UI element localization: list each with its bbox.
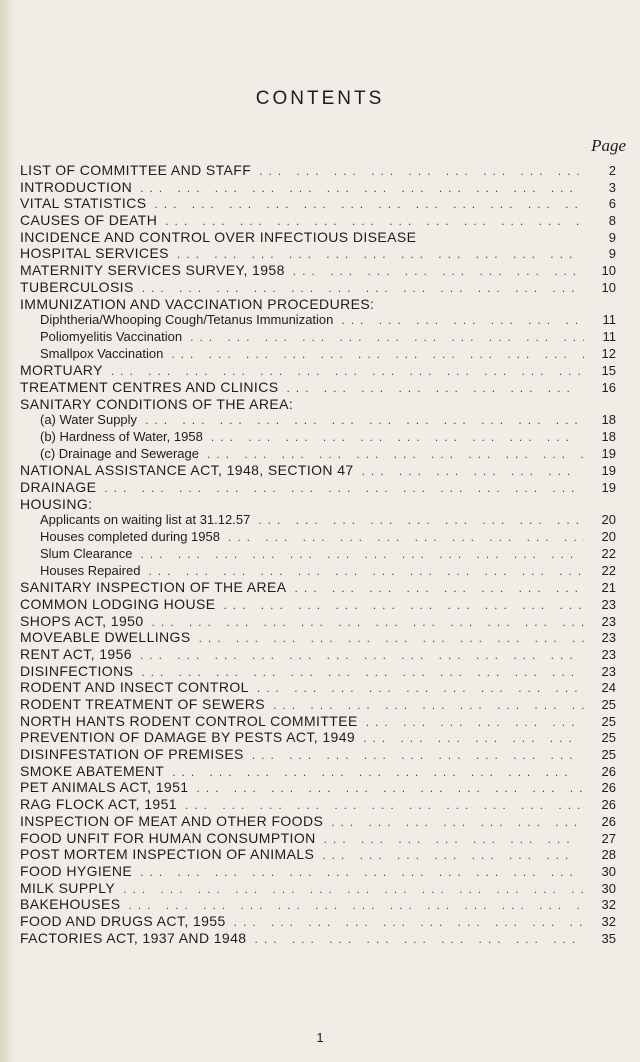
- dot-leader: [295, 581, 584, 595]
- toc-entry: [20, 880, 616, 897]
- toc-entry: [20, 479, 616, 496]
- toc-entry: [20, 179, 616, 196]
- toc-entry-label: PREVENTION OF DAMAGE BY PESTS ACT, 1949: [20, 729, 356, 746]
- toc-entry-page: 35: [601, 930, 616, 946]
- toc-entry: [20, 696, 616, 713]
- toc-entry-page: 8: [608, 213, 616, 229]
- toc-entry: [20, 896, 616, 913]
- toc-entry-label: SMOKE ABATEMENT: [20, 762, 165, 779]
- dot-leader: [223, 598, 584, 612]
- toc-entry-label: BAKEHOUSES: [20, 896, 121, 913]
- toc-subentry: [20, 346, 616, 363]
- toc-entry-page: 24: [601, 680, 616, 696]
- dot-leader: [123, 882, 584, 896]
- toc-entry-page: 12: [601, 345, 616, 361]
- dot-leader: [286, 381, 584, 395]
- toc-entry: [20, 779, 616, 796]
- toc-entry: [20, 646, 616, 663]
- toc-entry-page: 10: [601, 263, 616, 279]
- toc-entry: [20, 195, 616, 212]
- toc-entry: [20, 596, 616, 613]
- toc-entry-label: INCIDENCE AND CONTROL OVER INFECTIOUS DISEASE: [20, 228, 417, 245]
- toc-entry: [20, 245, 616, 262]
- dot-leader: [152, 615, 584, 629]
- toc-entry-label: DISINFESTATION OF PREMISES: [20, 746, 244, 763]
- toc-entry-page: 26: [601, 797, 616, 813]
- toc-subentry: [20, 446, 616, 463]
- toc-entry-label: FOOD HYGIENE: [20, 862, 133, 879]
- toc-subentry: [20, 512, 616, 529]
- toc-entry: [20, 162, 616, 179]
- toc-entry-page: 10: [601, 279, 616, 295]
- toc-entry-label: INTRODUCTION: [20, 178, 133, 195]
- toc-entry: [20, 462, 616, 479]
- toc-entry-label: TUBERCULOSIS: [20, 278, 134, 295]
- toc-entry-label: Houses Repaired: [40, 562, 141, 578]
- toc-entry-label: DISINFECTIONS: [20, 662, 134, 679]
- dot-leader: [141, 547, 585, 561]
- toc-entry-page: 25: [601, 747, 616, 763]
- toc-subentry: [20, 563, 616, 580]
- toc-entry-label: POST MORTEM INSPECTION OF ANIMALS: [20, 846, 315, 863]
- toc-entry: [20, 830, 616, 847]
- toc-entry-page: 25: [601, 713, 616, 729]
- toc-entry-label: RAG FLOCK ACT, 1951: [20, 796, 177, 813]
- toc-entry-label: Houses completed during 1958: [40, 529, 220, 545]
- dot-leader: [207, 447, 584, 461]
- toc-entry: [20, 212, 616, 229]
- toc-entry: [20, 746, 616, 763]
- dot-leader: [252, 748, 584, 762]
- toc-subentry: [20, 429, 616, 446]
- toc-entry: [20, 229, 616, 246]
- dot-leader: [142, 281, 584, 295]
- dot-leader: [211, 430, 584, 444]
- dot-leader: [111, 364, 584, 378]
- toc-entry-page: 11: [602, 312, 616, 328]
- toc-section-heading: [20, 496, 616, 513]
- toc-entry-label: (b) Hardness of Water, 1958: [40, 429, 203, 444]
- dot-leader: [171, 347, 584, 361]
- dot-leader: [322, 848, 584, 862]
- toc-subentry: [20, 412, 616, 429]
- toc-entry-label: SANITARY INSPECTION OF THE AREA: [20, 579, 287, 596]
- toc-entry-label: FOOD AND DRUGS ACT, 1955: [20, 912, 226, 929]
- toc-entry-page: 23: [601, 646, 616, 662]
- toc-entry: [20, 663, 616, 680]
- toc-entry-page: 22: [601, 545, 616, 561]
- toc-entry-page: 19: [601, 463, 616, 479]
- toc-entry-label: HOSPITAL SERVICES: [20, 245, 169, 262]
- toc-entry: [20, 629, 616, 646]
- dot-leader: [172, 765, 584, 779]
- toc-entry-label: FACTORIES ACT, 1937 AND 1948: [20, 929, 247, 946]
- toc-entry: [20, 813, 616, 830]
- toc-entry-page: 9: [608, 246, 616, 262]
- dot-leader: [258, 513, 584, 527]
- page-number: 1: [316, 1030, 324, 1045]
- toc-entry-page: 3: [608, 179, 616, 195]
- toc-entry-page: 23: [601, 630, 616, 646]
- dot-leader: [128, 898, 584, 912]
- toc-entry-label: COMMON LODGING HOUSE: [20, 595, 216, 612]
- toc-entry-label: CAUSES OF DEATH: [20, 212, 158, 229]
- toc-entry-label: INSPECTION OF MEAT AND OTHER FOODS: [20, 812, 324, 829]
- toc-entry-page: 30: [601, 863, 616, 879]
- dot-leader: [255, 932, 585, 946]
- toc-entry-label: Diphtheria/Whooping Cough/Tetanus Immunization: [40, 312, 334, 328]
- dot-leader: [145, 413, 584, 427]
- toc-entry-label: MORTUARY: [20, 362, 103, 379]
- dot-leader: [196, 781, 584, 795]
- toc-entry-page: 30: [601, 880, 616, 896]
- dot-leader: [104, 481, 584, 495]
- toc-entry-page: 28: [601, 847, 616, 863]
- toc-entry-label: RODENT TREATMENT OF SEWERS: [20, 696, 266, 712]
- toc-entry-label: FOOD UNFIT FOR HUMAN CONSUMPTION: [20, 829, 316, 846]
- toc-entry-label: MOVEABLE DWELLINGS: [20, 629, 191, 646]
- toc-entry-page: 20: [601, 529, 616, 545]
- toc-entry-page: 26: [601, 780, 616, 796]
- toc-entry-label: DRAINAGE: [20, 479, 97, 496]
- toc-entry: [20, 613, 616, 630]
- toc-entry-page: 32: [601, 897, 616, 913]
- toc-entry-page: 27: [601, 830, 616, 846]
- toc-entry-page: 18: [601, 429, 616, 444]
- toc-entry: [20, 930, 616, 947]
- toc-entry-page: 23: [601, 596, 616, 612]
- toc-entry-label: (a) Water Supply: [40, 412, 138, 428]
- toc-entry-label: VITAL STATISTICS: [20, 195, 147, 212]
- toc-entry: [20, 913, 616, 930]
- toc-entry-page: 19: [601, 480, 616, 496]
- toc-entry-page: 21: [601, 580, 616, 596]
- toc-entry-page: 15: [601, 363, 616, 379]
- toc-entry-label: HOUSING:: [20, 495, 93, 512]
- dot-leader: [190, 330, 584, 344]
- toc-entry-page: 6: [608, 196, 616, 212]
- toc-entry: [20, 846, 616, 863]
- toc-entry-page: 22: [601, 562, 616, 578]
- toc-entry-page: 9: [608, 229, 616, 245]
- dot-leader: [259, 164, 584, 178]
- toc-entry-label: MILK SUPPLY: [20, 879, 116, 896]
- dot-leader: [140, 865, 584, 879]
- toc-entry-label: LIST OF COMMITTEE AND STAFF: [20, 162, 252, 178]
- dot-leader: [228, 530, 584, 544]
- toc-entry-page: 20: [601, 512, 616, 528]
- toc-section-heading: [20, 396, 616, 413]
- toc-entry-label: Smallpox Vaccination: [40, 345, 164, 361]
- dot-leader: [141, 665, 584, 679]
- dot-leader: [185, 798, 584, 812]
- toc-entry-label: SANITARY CONDITIONS OF THE AREA:: [20, 395, 294, 412]
- toc-entry-label: NATIONAL ASSISTANCE ACT, 1948, SECTION 47: [20, 462, 354, 479]
- toc-section-heading: [20, 296, 616, 313]
- table-of-contents: [20, 162, 616, 946]
- toc-entry: [20, 763, 616, 780]
- toc-entry-page: 23: [601, 613, 616, 629]
- toc-entry-page: 32: [601, 913, 616, 929]
- dot-leader: [293, 264, 584, 278]
- toc-entry-page: 19: [601, 445, 616, 461]
- toc-subentry: [20, 529, 616, 546]
- toc-entry-label: PET ANIMALS ACT, 1951: [20, 779, 189, 796]
- toc-entry-page: 2: [608, 163, 616, 178]
- toc-entry: [20, 796, 616, 813]
- toc-entry-label: SHOPS ACT, 1950: [20, 612, 144, 629]
- page-binding-edge: [0, 0, 16, 1062]
- toc-entry: [20, 729, 616, 746]
- toc-entry: [20, 863, 616, 880]
- toc-entry-label: Slum Clearance: [40, 545, 133, 561]
- dot-leader: [324, 832, 584, 846]
- toc-entry-page: 26: [601, 763, 616, 779]
- toc-entry-label: IMMUNIZATION AND VACCINATION PROCEDURES:: [20, 295, 375, 312]
- dot-leader: [341, 313, 584, 327]
- dot-leader: [148, 564, 584, 578]
- toc-entry: [20, 279, 616, 296]
- toc-entry: [20, 379, 616, 396]
- toc-entry: [20, 579, 616, 596]
- toc-entry-page: 23: [601, 663, 616, 679]
- toc-entry-label: TREATMENT CENTRES AND CLINICS: [20, 378, 279, 395]
- toc-entry: [20, 362, 616, 379]
- toc-entry-page: 11: [602, 328, 616, 344]
- toc-entry: [20, 262, 616, 279]
- page-title: CONTENTS: [255, 88, 385, 109]
- toc-subentry: [20, 546, 616, 563]
- dot-leader: [140, 648, 584, 662]
- dot-leader: [331, 815, 584, 829]
- toc-entry-label: MATERNITY SERVICES SURVEY, 1958: [20, 262, 285, 279]
- toc-entry-page: 26: [601, 813, 616, 829]
- page-column-header: Page: [591, 136, 626, 155]
- toc-entry-page: 18: [601, 412, 616, 428]
- dot-leader: [257, 681, 584, 695]
- toc-entry: [20, 679, 616, 696]
- toc-entry-label: NORTH HANTS RODENT CONTROL COMMITTEE: [20, 712, 358, 729]
- toc-subentry: [20, 329, 616, 346]
- dot-leader: [366, 715, 584, 729]
- dot-leader: [199, 631, 584, 645]
- dot-leader: [362, 464, 584, 478]
- dot-leader: [165, 214, 584, 228]
- dot-leader: [234, 915, 584, 929]
- toc-entry-label: Applicants on waiting list at 31.12.57: [40, 512, 251, 528]
- toc-entry: [20, 713, 616, 730]
- toc-entry-page: 25: [601, 730, 616, 746]
- toc-entry-page: 16: [601, 379, 616, 395]
- toc-subentry: [20, 312, 616, 329]
- dot-leader: [177, 247, 584, 261]
- dot-leader: [140, 181, 584, 195]
- dot-leader: [154, 197, 584, 211]
- toc-entry-label: Poliomyelitis Vaccination: [40, 328, 183, 344]
- toc-entry-label: (c) Drainage and Sewerage: [40, 445, 199, 461]
- toc-entry-page: 25: [601, 697, 616, 712]
- toc-entry-label: RENT ACT, 1956: [20, 645, 132, 662]
- dot-leader: [363, 731, 584, 745]
- dot-leader: [273, 698, 584, 712]
- toc-entry-label: RODENT AND INSECT CONTROL: [20, 679, 249, 696]
